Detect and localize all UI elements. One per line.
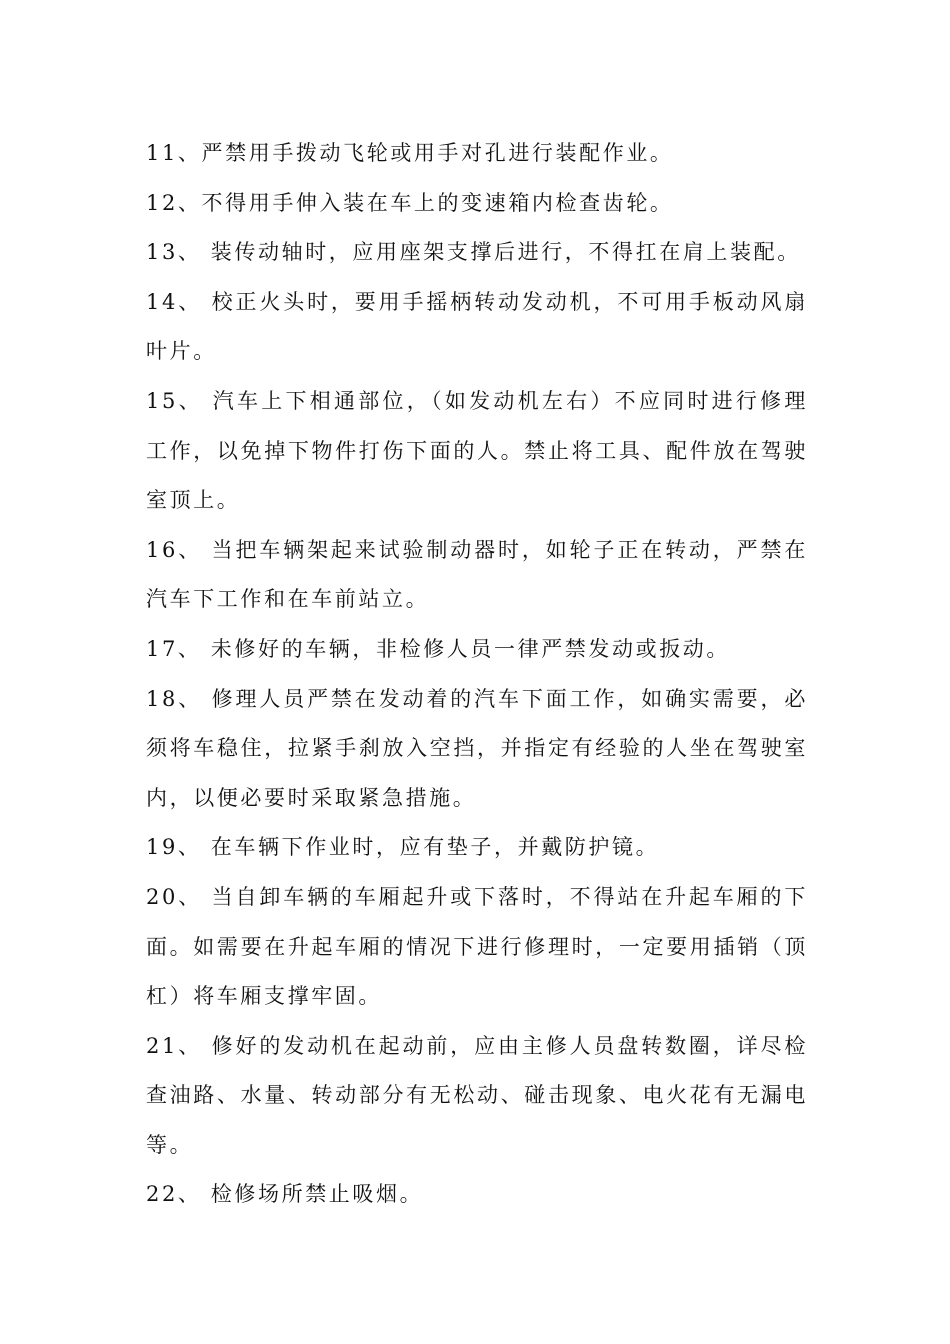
rule-item-11: 11、严禁用手拨动飞轮或用手对孔进行装配作业。 bbox=[146, 141, 674, 165]
rule-item-18: 18、 修理人员严禁在发动着的汽车下面工作，如确实需要，必须将车稳住，拉紧手刹放入空挡，并指定有经验的人坐在驾驶室内，以便必要时采取紧急措施。 bbox=[146, 686, 808, 810]
rule-item-12: 12、不得用手伸入装在车上的变速箱内检查齿轮。 bbox=[146, 190, 674, 215]
rule-item-21: 21、 修好的发动机在起动前，应由主修人员盘转数圈，详尽检查油路、水量、转动部分有无松动、碰击现象、电火花有无漏电等。 bbox=[146, 1033, 808, 1157]
rule-item-15: 15、 汽车上下相通部位，（如发动机左右）不应同时进行修理工作，以免掉下物件打伤下面的人。禁止将工具、配件放在驾驶室顶上。 bbox=[146, 388, 808, 513]
rule-item-16: 16、 当把车辆架起来试验制动器时，如轮子正在转动，严禁在汽车下工作和在车前站立。 bbox=[146, 537, 808, 612]
rule-item-22: 22、 检修场所禁止吸烟。 bbox=[146, 1182, 424, 1207]
rule-item-13: 13、 装传动轴时，应用座架支撑后进行，不得扛在肩上装配。 bbox=[146, 240, 801, 265]
rule-item-17: 17、 未修好的车辆，非检修人员一律严禁发动或扳动。 bbox=[146, 636, 730, 661]
rule-item-19: 19、 在车辆下作业时，应有垫子，并戴防护镜。 bbox=[146, 835, 660, 860]
rule-item-20: 20、 当自卸车辆的车厢起升或下落时，不得站在升起车厢的下面。如需要在升起车厢的情况下进行修理时，一定要用插销（顶杠）将车厢支撑牢固。 bbox=[146, 884, 808, 1009]
document-body bbox=[146, 129, 808, 1220]
rule-item-14: 14、 校正火头时，要用手摇柄转动发动机，不可用手板动风扇叶片。 bbox=[146, 289, 808, 364]
